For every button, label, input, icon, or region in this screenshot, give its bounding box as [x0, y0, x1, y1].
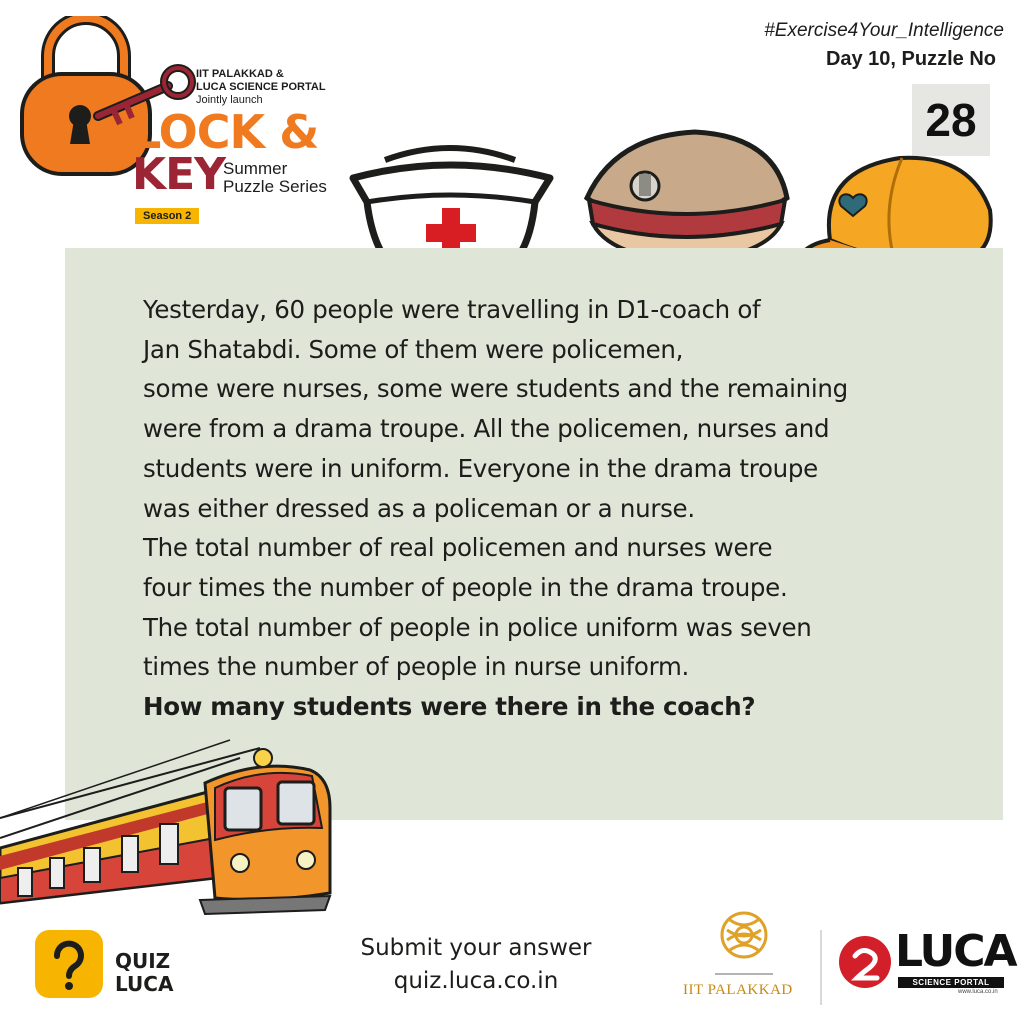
- puzzle-line: students were in uniform. Everyone in the drama troupe: [143, 453, 818, 483]
- luca-url: www.luca.co.in: [958, 989, 998, 995]
- puzzle-line: was either dressed as a policeman or a nurse.: [143, 493, 695, 523]
- day-puzzle-label: Day 10, Puzzle No: [825, 48, 996, 70]
- org-line-1: IIT PALAKKAD &: [196, 68, 284, 80]
- org-line-2: LUCA SCIENCE PORTAL: [196, 81, 326, 93]
- puzzle-line: times the number of people in nurse uniform.: [143, 652, 689, 682]
- luca-tagline: SCIENCE PORTAL: [898, 977, 1004, 988]
- quiz-luca-logo-icon: [33, 928, 105, 1000]
- puzzle-line: some were nurses, some were students and the remaining: [143, 374, 848, 404]
- season-badge: Season 2: [135, 208, 199, 224]
- submit-url-link[interactable]: quiz.luca.co.in: [393, 968, 559, 994]
- train-icon: [0, 728, 340, 918]
- footer-separator: [820, 930, 822, 1005]
- puzzle-line: Yesterday, 60 people were travelling in D1-coach of: [143, 295, 761, 324]
- series-subtitle-2: Puzzle Series: [223, 177, 327, 196]
- puzzle-text: [143, 290, 1003, 727]
- iit-divider: [715, 973, 773, 975]
- quiz-label: QUIZ: [115, 949, 171, 973]
- puzzle-number: 28: [925, 94, 977, 146]
- luca-logo-icon: [837, 934, 893, 990]
- hashtag: #Exercise4Your_Intelligence: [764, 20, 1004, 41]
- puzzle-line: The total number of real policemen and nurses were: [143, 533, 773, 563]
- police-cap-icon: [575, 128, 795, 268]
- luca-label: LUCA: [115, 972, 174, 996]
- puzzle-line: were from a drama troupe. All the policemen, nurses and: [143, 414, 830, 444]
- iit-palakkad-emblem-icon: [705, 900, 783, 970]
- puzzle-line: Jan Shatabdi. Some of them were policemen,: [143, 334, 684, 364]
- puzzle-line: four times the number of people in the drama troupe.: [143, 572, 788, 602]
- series-subtitle-1: Summer: [223, 159, 288, 178]
- iit-palakkad-label: IIT PALAKKAD: [683, 982, 793, 998]
- org-line-3: Jointly launch: [196, 94, 263, 106]
- series-title-key: KEY: [132, 149, 226, 200]
- puzzle-line: The total number of people in police uniform was seven: [143, 612, 812, 642]
- submit-prompt: Submit your answer: [360, 935, 592, 961]
- puzzle-number-box: [912, 84, 990, 156]
- puzzle-question: How many students were there in the coach?: [143, 692, 756, 722]
- series-title-lock: LOCK &: [132, 105, 319, 159]
- luca-wordmark: LUCA: [895, 926, 1016, 977]
